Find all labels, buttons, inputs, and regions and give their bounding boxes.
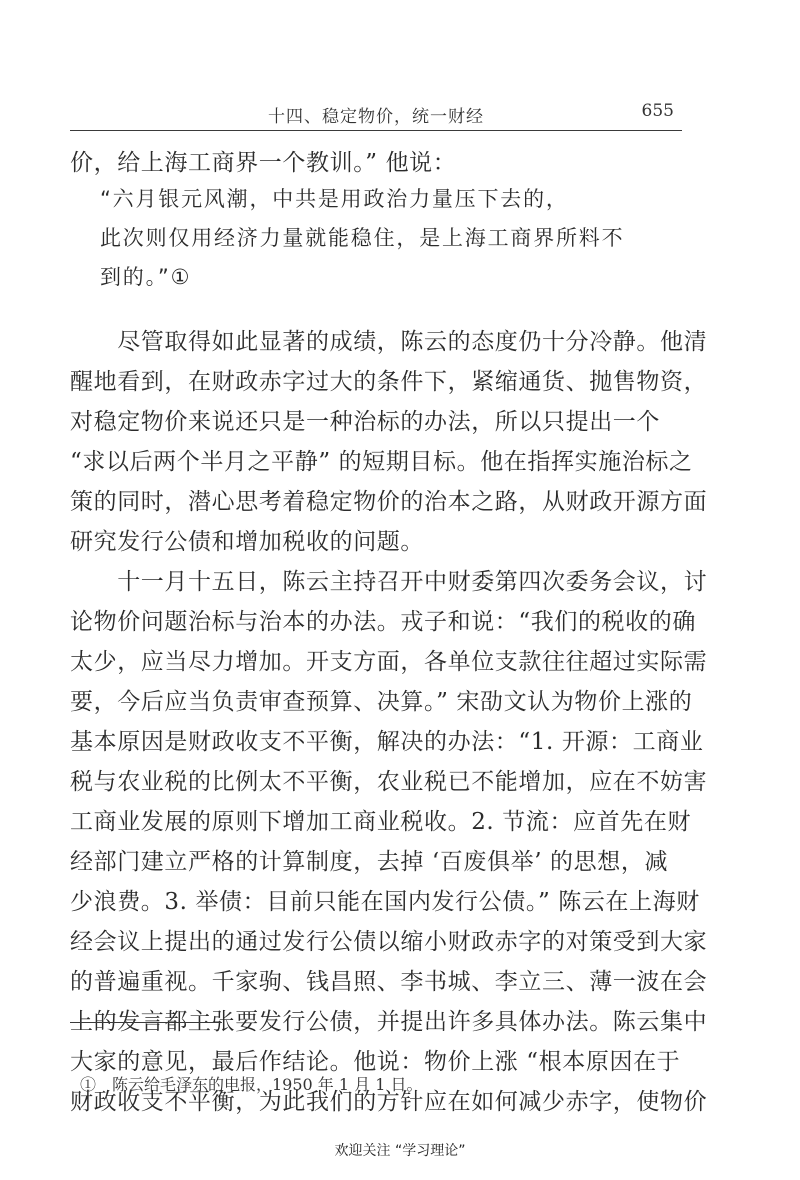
paragraph-1: [70, 322, 708, 562]
text-line: 的普遍重视。千家驹、钱昌照、李书城、李立三、薄一波在会: [70, 969, 708, 995]
text-line: 醒地看到，在财政赤字过大的条件下，紧缩通货、抛售物资，: [70, 369, 708, 395]
text-line: 财政收支不平衡，为此我们的方针应在如何减少赤字，使物价: [70, 1089, 708, 1115]
block-quote: [100, 180, 660, 297]
text-line: 要，今后应当负责审查预算、决算。” 宋劭文认为物价上涨的: [70, 689, 693, 715]
quote-line: 到的。”①: [100, 265, 192, 289]
text-line: 策的同时，潜心思考着稳定物价的治本之路，从财政开源方面: [70, 489, 708, 515]
text-line: 十一月十五日，陈云主持召开中财委第四次委务会议，讨: [70, 569, 708, 595]
text-line: 上的发言都主张要发行公债，并提出许多具体办法。陈云集中: [70, 1009, 708, 1035]
paragraph-2: [70, 562, 708, 1122]
text-line: 尽管取得如此显著的成绩，陈云的态度仍十分冷静。他清: [70, 329, 708, 355]
chapter-title: 十四、稳定物价，统一财经: [268, 107, 484, 127]
text-line: 研究发行公债和增加税收的问题。: [70, 529, 424, 555]
text-line: 经部门建立严格的计算制度，去掉 ‘百废俱举’ 的思想，减: [70, 849, 669, 875]
text-line: 工商业发展的原则下增加工商业税收。2. 节流：应首先在财: [70, 809, 692, 835]
page-number: 655: [641, 101, 674, 121]
running-header: [70, 96, 682, 131]
watermark-footer: 欢迎关注 “学习理论”: [334, 1143, 466, 1159]
text-line: 价，给上海工商界一个教训。” 他说：: [70, 150, 457, 176]
footnote-divider: [70, 1022, 222, 1023]
text-line: 基本原因是财政收支不平衡，解决的办法：“1. 开源：工商业: [70, 729, 704, 755]
text-line: “求以后两个半月之平静” 的短期目标。他在指挥实施治标之: [70, 449, 693, 475]
text-line: 少浪费。3. 举债：目前只能在国内发行公债。” 陈云在上海财: [70, 889, 700, 915]
footnote: ① 陈云给毛泽东的电报，1950 年 1 月 1 日。: [80, 1075, 423, 1094]
text-line: 论物价问题治标与治本的办法。戎子和说：“我们的税收的确: [70, 609, 696, 635]
text-line: 对稳定物价来说还只是一种治标的办法，所以只提出一个: [70, 409, 660, 435]
text-line: 太少，应当尽力增加。开支方面，各单位支款往往超过实际需: [70, 649, 708, 675]
text-line: 经会议上提出的通过发行公债以缩小财政赤字的对策受到大家: [70, 929, 708, 955]
text-line: 大家的意见，最后作结论。他说：物价上涨 “根本原因在于: [70, 1049, 681, 1075]
quote-line: 此次则仅用经济力量就能稳住，是上海工商界所料不: [100, 226, 625, 250]
text-line: 税与农业税的比例太不平衡，农业税已不能增加，应在不妨害: [70, 769, 708, 795]
quote-line: “六月银元风潮，中共是用政治力量压下去的，: [100, 187, 569, 211]
paragraph-continued: [70, 143, 682, 183]
